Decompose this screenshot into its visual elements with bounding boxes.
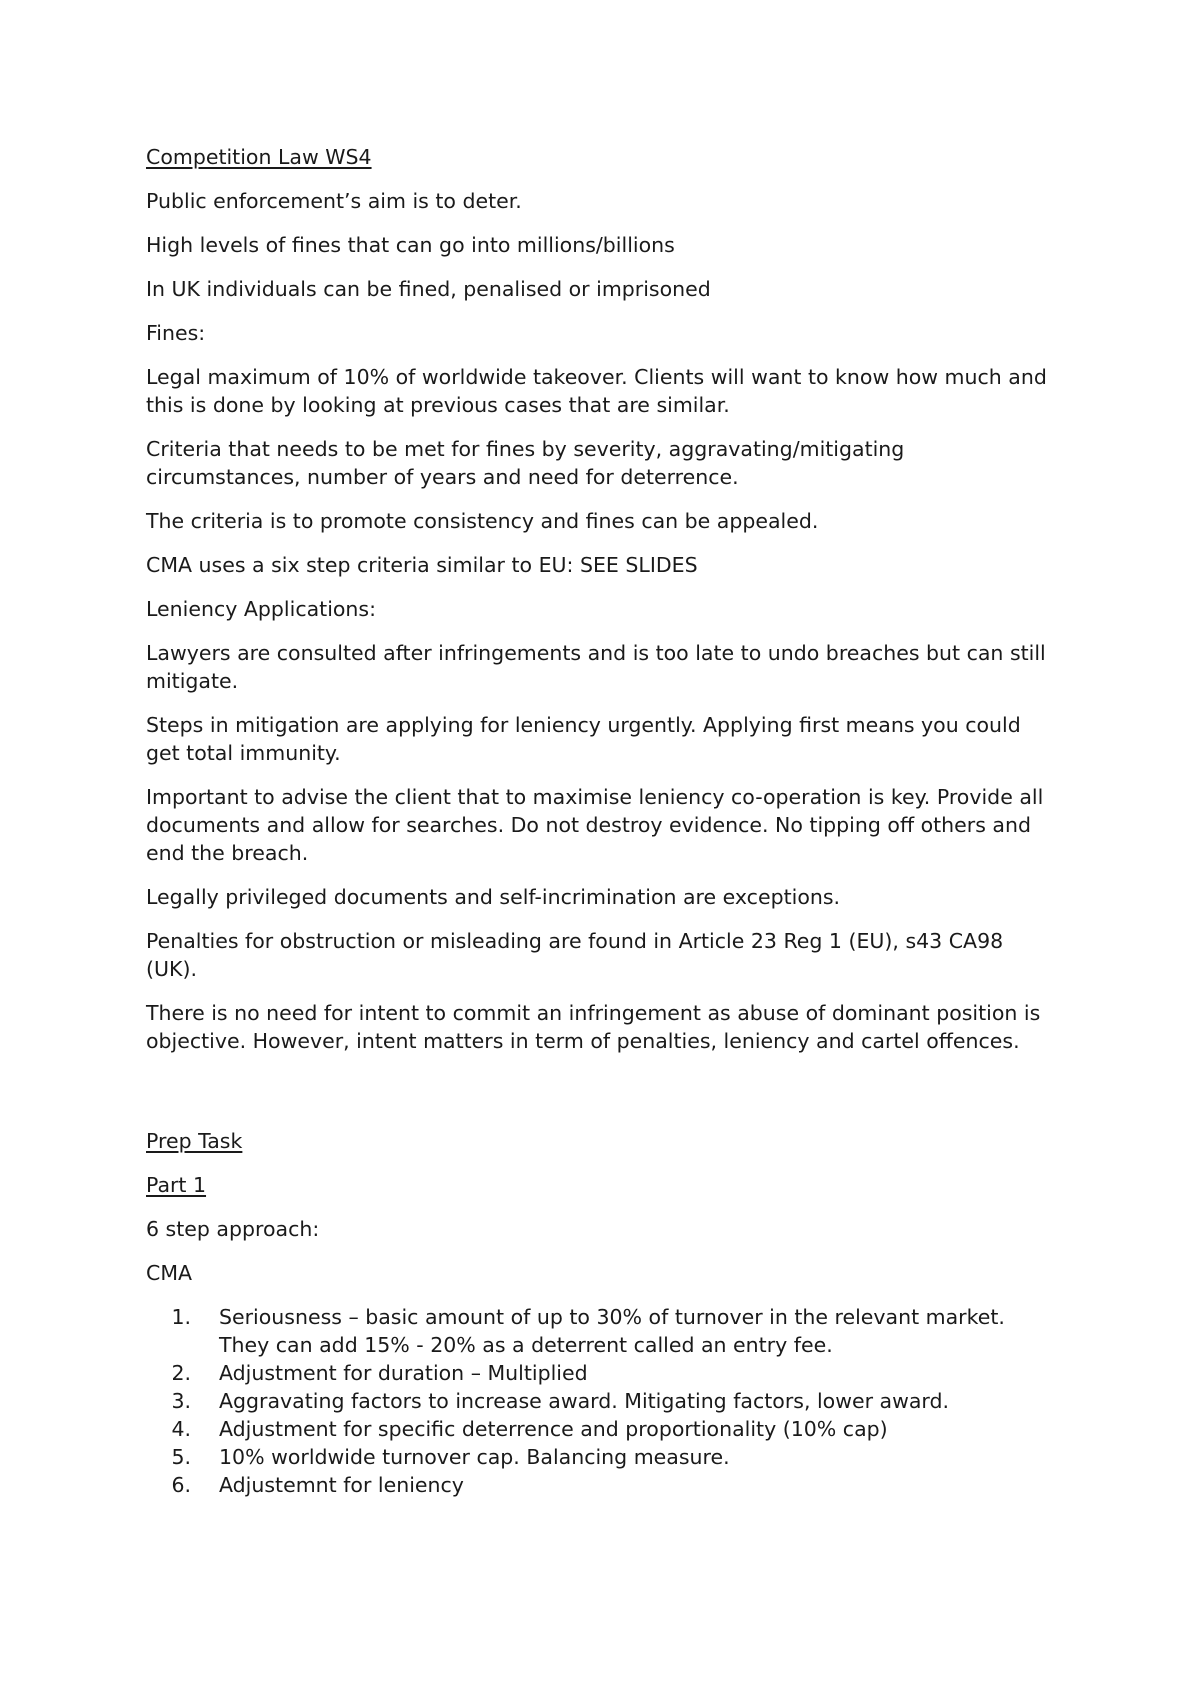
list-item-text: 10% worldwide turnover cap. Balancing measure. xyxy=(219,1445,730,1469)
paragraph-5: Legal maximum of 10% of worldwide takeover. Clients will want to know how much and this is done by looking at previous cases that are similar. xyxy=(146,365,1047,417)
document-title: Competition Law WS4 xyxy=(146,145,372,169)
paragraph-13: Legally privileged documents and self-incrimination are exceptions. xyxy=(146,885,841,909)
list-item-text: Adjustemnt for leniency xyxy=(219,1473,464,1497)
paragraph-8: CMA uses a six step criteria similar to EU: SEE SLIDES xyxy=(146,553,698,577)
paragraph-fines-label: Fines: xyxy=(146,321,206,345)
list-item xyxy=(146,1387,1060,1415)
list-item-text: Seriousness – basic amount of up to 30% of turnover in the relevant market. They can add 15% - 20% as a deterrent called an entry fee. xyxy=(219,1305,1005,1357)
paragraph-2: High levels of fines that can go into millions/billions xyxy=(146,233,675,257)
paragraph-10: Lawyers are consulted after infringements and is too late to undo breaches but can still mitigate. xyxy=(146,641,1046,693)
list-item-number: 3. xyxy=(171,1389,191,1413)
list-item-text: Adjustment for specific deterrence and proportionality (10% cap) xyxy=(219,1417,888,1441)
paragraph-7: The criteria is to promote consistency and fines can be appealed. xyxy=(146,509,819,533)
paragraph-leniency-label: Leniency Applications: xyxy=(146,597,377,621)
paragraph-15: There is no need for intent to commit an infringement as abuse of dominant position is objective. However, intent matters in term of penalties, leniency and cartel offences. xyxy=(146,1001,1041,1053)
list-item-number: 4. xyxy=(171,1417,191,1441)
paragraph-12: Important to advise the client that to maximise leniency co-operation is key. Provide all documents and allow for searches. Do not destroy evidence. No tipping off others and end the breach. xyxy=(146,785,1044,865)
prep-task-heading: Prep Task xyxy=(146,1129,243,1153)
paragraph-6: Criteria that needs to be met for fines by severity, aggravating/mitigating circumstances, number of years and need for deterrence. xyxy=(146,437,905,489)
blank-line xyxy=(146,1071,1060,1127)
list-item xyxy=(146,1415,1060,1443)
part-heading: Part 1 xyxy=(146,1173,207,1197)
list-item-number: 2. xyxy=(171,1361,191,1385)
list-item-number: 6. xyxy=(171,1473,191,1497)
list-item xyxy=(146,1471,1060,1499)
body-label: CMA xyxy=(146,1261,193,1285)
list-item-number: 5. xyxy=(171,1445,191,1469)
list-item-text: Aggravating factors to increase award. Mitigating factors, lower award. xyxy=(219,1389,950,1413)
list-item xyxy=(146,1443,1060,1471)
list-item-number: 1. xyxy=(171,1305,191,1329)
list-item xyxy=(146,1303,1060,1359)
paragraph-14: Penalties for obstruction or misleading are found in Article 23 Reg 1 (EU), s43 CA98 (UK). xyxy=(146,929,1004,981)
list-item xyxy=(146,1359,1060,1387)
list-item-text: Adjustment for duration – Multiplied xyxy=(219,1361,588,1385)
paragraph-3: In UK individuals can be fined, penalised or imprisoned xyxy=(146,277,711,301)
steps-list xyxy=(146,1303,1060,1499)
paragraph-11: Steps in mitigation are applying for leniency urgently. Applying first means you could get total immunity. xyxy=(146,713,1021,765)
paragraph-1: Public enforcement’s aim is to deter. xyxy=(146,189,522,213)
approach-label: 6 step approach: xyxy=(146,1217,320,1241)
